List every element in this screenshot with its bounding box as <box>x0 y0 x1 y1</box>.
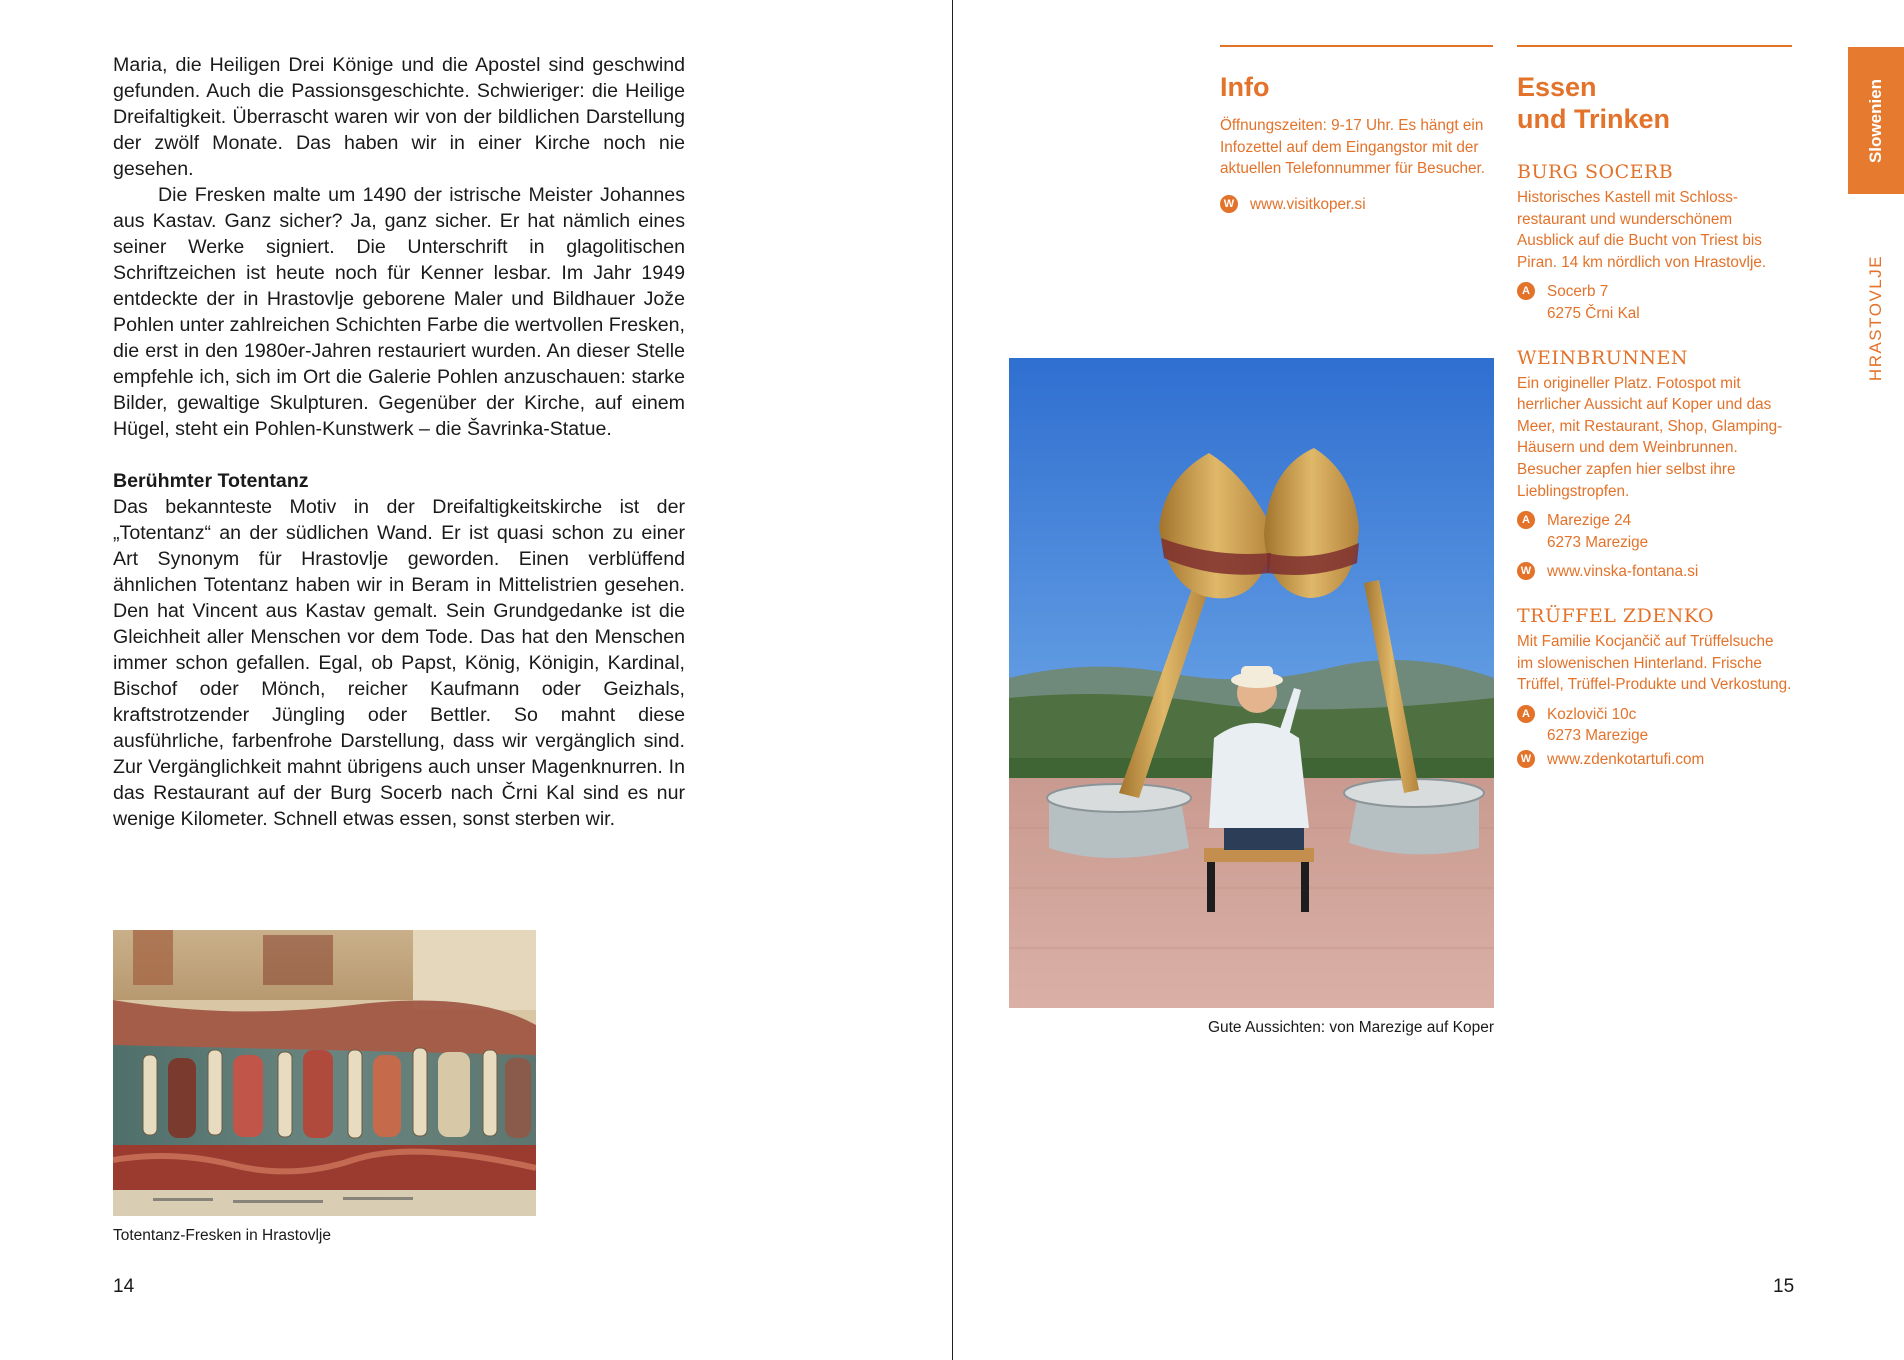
web-link[interactable]: www.vinska-fontana.si <box>1547 563 1699 581</box>
web-icon: W <box>1517 562 1535 580</box>
entry-trueffel-zdenko <box>1517 605 1792 771</box>
address-line: Socerb 7 <box>1547 283 1609 301</box>
essen-title-line: und Trinken <box>1517 104 1671 134</box>
entry-name: WEINBRUNNEN <box>1517 346 1689 369</box>
web-icon: W <box>1220 195 1238 213</box>
entry-weinbrunnen <box>1517 347 1792 583</box>
sculpture-photo <box>1009 358 1494 1008</box>
fresco-photo <box>113 930 536 1216</box>
place-label <box>1848 250 1904 385</box>
country-tab-label: Slowenien <box>1866 78 1886 163</box>
photo-caption: Gute Aussichten: von Marezige auf Koper <box>1207 1019 1494 1036</box>
photo-caption: Totentanz-Fresken in Hrastovlje <box>113 1227 331 1244</box>
page-number: 14 <box>113 1276 135 1297</box>
address-icon: A <box>1517 705 1535 723</box>
entry-address <box>1517 704 1792 747</box>
web-icon: W <box>1517 750 1535 768</box>
essen-title-line: Essen <box>1517 72 1597 102</box>
entry-text: Ein origineller Platz. Fotospot mit herrlicher Aussicht auf Koper und das Meer, mit Restaurant, Shop, Glamping-Häusern und dem Weinbrunnen. Besucher zapfen hier selbst ihre Lieblingstropfen. <box>1517 374 1783 500</box>
entry-text: Mit Familie Kocjančič auf Trüffelsuche im slowenischen Hinterland. Frische Trüffel, Trüffel-Produkte und Verkostung. <box>1517 632 1792 694</box>
section-heading: Berühmter Totentanz <box>113 470 309 492</box>
country-tab[interactable] <box>1848 47 1904 194</box>
info-text: Öffnungszeiten: 9-17 Uhr. Es hängt ein Infozettel auf dem Eingangstor mit der aktuellen Telefonnummer für Besucher. <box>1220 117 1486 178</box>
address-line: 6273 Marezige <box>1547 533 1649 551</box>
entry-address <box>1517 510 1792 553</box>
entry-text: Historisches Kastell mit Schlossrestaurant und wunderschönem Ausblick auf die Bucht von Triest bis Piran. 14 km nördlich von Hrastovlje. <box>1517 189 1767 271</box>
address-line: Kozloviči 10c <box>1547 705 1637 723</box>
essen-title <box>1517 71 1792 135</box>
entry-burg-socerb <box>1517 161 1792 325</box>
page-number: 15 <box>1773 1276 1795 1297</box>
info-column <box>1220 45 1493 215</box>
web-link[interactable]: www.visitkoper.si <box>1250 195 1366 213</box>
paragraph: Das bekannteste Motiv in der Dreifaltigkeitskirche ist der „Totentanz“ an der südlichen Wand. Er ist quasi schon zu einer Art Synonym für Hrastovlje geworden. Einen verblüffend ähnlichen Totentanz haben wir in Beram in Mittelistrien gesehen. Den hat Vincent aus Kastav gemalt. Sein Grundgedanke ist die Gleichheit aller Menschen vor dem Tode. Das hat den Menschen immer schon gefallen. Egal, ob Papst, König, Königin, Kardinal, Bischof oder Mönch, reicher Kaufmann oder Geizhals, kraftstrotzender Jüngling oder Bettler. So mahnt diese ausführliche, farbenfrohe Darstellung, dass wir vergänglich sind. Zur Vergänglichkeit mahnt übrigens auch unser Magenknurren. In das Restaurant auf der Burg Socerb nach Črni Kal sind es nur wenige Kilometer. Schnell etwas essen, sonst sterben wir. <box>113 496 685 830</box>
address-line: 6273 Marezige <box>1547 727 1649 745</box>
paragraph: Maria, die Heiligen Drei Könige und die Apostel sind geschwind gefunden. Auch die Passionsgeschichte. Schwieriger: die Heilige Dreifaltigkeit. Überrascht waren wir von der bildlichen Darstellung der zwölf Monate. Das haben wir in einer Kirche noch nie gesehen. <box>113 54 685 180</box>
info-title: Info <box>1220 72 1270 102</box>
entry-address <box>1517 281 1792 324</box>
entry-web <box>1517 749 1792 771</box>
address-icon: A <box>1517 511 1535 529</box>
place-label-text: HRASTOVLJE <box>1866 254 1886 381</box>
body-text <box>113 52 685 832</box>
info-web <box>1220 194 1493 216</box>
address-line: 6275 Črni Kal <box>1547 304 1640 322</box>
entry-web <box>1517 561 1792 583</box>
entry-name: BURG SOCERB <box>1517 161 1674 183</box>
address-line: Marezige 24 <box>1547 512 1632 530</box>
paragraph: Die Fresken malte um 1490 der istrische Meister Johannes aus Kastav. Ganz sicher? Ja, ganz sicher. Er hat nämlich eines seiner Werke signiert. Die Unterschrift in glagolitischen Schriftzeichen ist heute noch für Kenner lesbar. Im Jahr 1949 entdeckte der in Hrastovlje geborene Maler und Bildhauer Jože Pohlen unter zahlreichen Schichten Farbe die wertvollen Fresken, die erst in den 1980er-Jahren restauriert wurden. An dieser Stelle empfehle ich, sich im Ort die Galerie Pohlen anzuschauen: starke Bilder, gewaltige Skulpturen. Gegenüber der Kirche, auf einem Hügel, steht ein Pohlen-Kunstwerk – die Šavrinka-Statue. <box>113 184 685 440</box>
address-icon: A <box>1517 282 1535 300</box>
web-link[interactable]: www.zdenkotartufi.com <box>1547 750 1705 768</box>
essen-column <box>1517 45 1792 792</box>
entry-name: TRÜFFEL ZDENKO <box>1517 604 1715 627</box>
